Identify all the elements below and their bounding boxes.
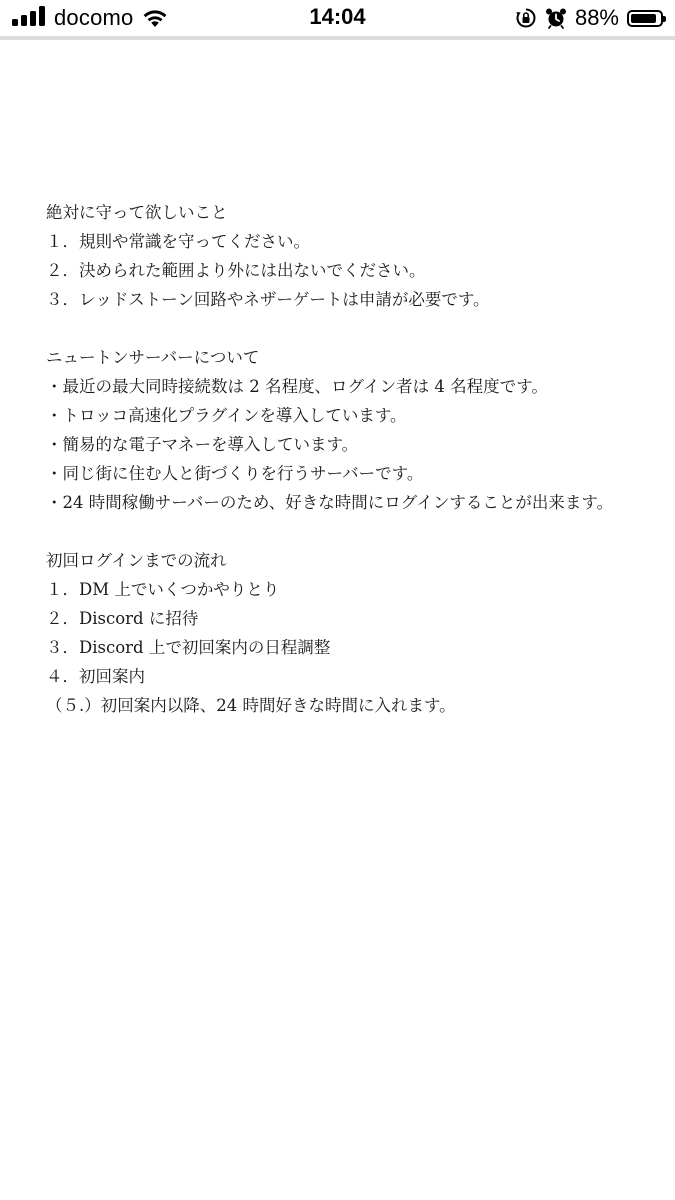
document-body [46, 198, 656, 720]
status-bar-divider [0, 36, 675, 40]
list-item: ・トロッコ高速化プラグインを導入しています。 [46, 406, 407, 425]
battery-cap [663, 16, 666, 22]
battery-icon [627, 10, 663, 27]
list-item: ３．Discord 上で初回案内の日程調整 [46, 638, 331, 657]
battery-percentage: 88% [574, 5, 619, 30]
section-about-server [46, 343, 656, 517]
list-item: ・同じ街に住む人と街づくりを行うサーバーです。 [46, 464, 424, 483]
list-item: １．DM 上でいくつかやりとり [46, 580, 280, 599]
list-item: ２．Discord に招待 [46, 609, 199, 628]
status-bar [0, 0, 675, 36]
list-item: ・簡易的な電子マネーを導入しています。 [46, 435, 359, 454]
section-heading: ニュートンサーバーについて [46, 348, 260, 367]
orientation-lock-icon [515, 7, 537, 29]
section-heading: 初回ログインまでの流れ [46, 551, 227, 570]
clock-time: 14:04 [309, 4, 366, 29]
carrier-name: docomo [54, 5, 134, 30]
alarm-clock-icon [545, 7, 567, 29]
list-item: （５.）初回案内以降、24 時間好きな時間に入れます。 [46, 696, 456, 715]
section-heading: 絶対に守って欲しいこと [46, 203, 228, 222]
list-item: １．規則や常識を守ってください。 [46, 232, 310, 251]
list-item: ・24 時間稼働サーバーのため、好きな時間にログインすることが出来ます。 [46, 493, 614, 512]
battery-level-fill [631, 14, 656, 23]
list-item: ３．レッドストーン回路やネザーゲートは申請が必要です。 [46, 290, 490, 309]
list-item: ・最近の最大同時接続数は 2 名程度、ログイン者は 4 名程度です。 [46, 377, 548, 396]
list-item: ４．初回案内 [46, 667, 145, 686]
list-item: ２．決められた範囲より外には出ないでください。 [46, 261, 426, 280]
status-bar-right [507, 5, 663, 31]
section-rules [46, 198, 656, 314]
section-first-login-flow [46, 546, 656, 720]
